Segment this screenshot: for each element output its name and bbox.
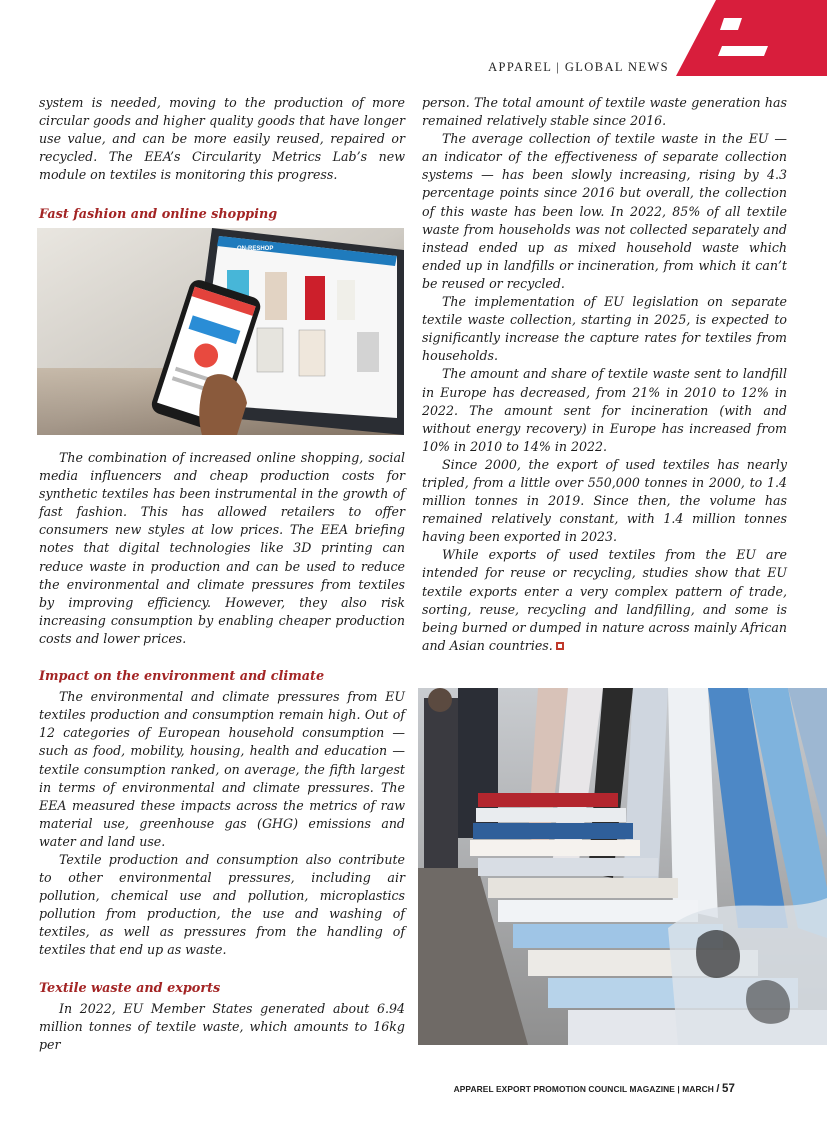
paragraph: The implementation of EU legislation on separate textile waste collection, starting in 2025, is expected to significantly increase the capture rates for textiles from households. <box>422 294 787 364</box>
heading-textile-waste: Textile waste and exports <box>39 980 221 996</box>
paragraph: person. The total amount of textile waste generation has remained relatively stable since 2016. <box>422 95 787 129</box>
left-column-bottom <box>39 449 405 1054</box>
paragraph: Since 2000, the export of used textiles has nearly tripled, from a little over 550,000 tonnes in 2000, to 1.4 million tonnes in 2019. Since then, the volume has remained relatively constant, with 1.4 million tonnes having been exported in 2023. <box>422 456 787 545</box>
magazine-logo-a <box>676 0 827 76</box>
footer-magazine-name: APPAREL EXPORT PROMOTION COUNCIL MAGAZINE | MARCH <box>453 1084 714 1094</box>
paragraph: The amount and share of textile waste sent to landfill in Europe has decreased, from 21% in 2010 to 12% in 2022. The amount sent for incineration (with and without energy recovery) in Europe has increased from 10% in 2010 to 14% in 2022. <box>422 366 787 454</box>
end-mark-icon <box>556 642 564 650</box>
paragraph: The environmental and climate pressures from EU textiles production and consumption remain high. Out of 12 categories of European household consumption — such as food, mobility, housing, health and education — textile consumption ranked, on average, the fifth largest in terms of environmental and climate pressures. The EEA measured these impacts across the metrics of raw material use, greenhouse gas (GHG) emissions and water and land use. <box>39 689 405 849</box>
paragraph-final <box>422 546 787 655</box>
fabric-market-photo <box>418 688 827 1045</box>
right-column <box>422 94 787 655</box>
paragraph: The average collection of textile waste in the EU — an indicator of the effectiveness of separate collection systems — has been slowly increasing, rising by 4.3 percentage points since 2016 but overall, the collection of this waste has been low. In 2022, 85% of all textile waste from households was not collected separately and instead ended up as mixed household waste which ended up in landfills or incineration, from which it can’t be reused or recycled. <box>422 131 787 291</box>
page-footer <box>454 1083 735 1095</box>
online-shopping-photo <box>37 228 404 435</box>
paragraph-text: While exports of used textiles from the EU are intended for reuse or recycling, studies show that EU textile exports enter a very complex pattern of trade, sorting, reuse, recycling and landfilling, and some is being burned or dumped in nature across mainly African and Asian countries. <box>422 547 787 653</box>
page-number: 57 <box>722 1083 735 1095</box>
paragraph: Textile production and consumption also contribute to other environmental pressures, including air pollution, chemical use and pollution, microplastics pollution from production, the use and washing of textiles, as well as pressures from the handling of textiles that end up as waste. <box>39 851 405 958</box>
screen-header-text: ON-RESHOP <box>237 246 274 252</box>
heading-fast-fashion: Fast fashion and online shopping <box>39 207 278 223</box>
paragraph: The combination of increased online shopping, social media influencers and cheap production costs for synthetic textiles has been instrumental in the growth of fast fashion. This has allowed retailers to offer consumers new styles at low prices. The EEA briefing notes that digital technologies like 3D printing can reduce waste in production and can be used to reduce the environmental and climate pressures from textiles by improving efficiency. However, they also risk increasing consumption by enabling cheaper production costs and lower prices. <box>39 450 405 646</box>
section-label: APPAREL | GLOBAL NEWS <box>488 60 669 74</box>
left-column-top <box>39 94 405 227</box>
paragraph: system is needed, moving to the production of more circular goods and higher quality goods that have longer use value, and can be more easily reused, repaired or recycled. The EEA’s Circularity Metrics Lab’s new module on textiles is monitoring this progress. <box>39 95 405 183</box>
heading-impact: Impact on the environment and climate <box>39 669 325 685</box>
footer-separator: / <box>716 1083 720 1095</box>
paragraph: In 2022, EU Member States generated about 6.94 million tonnes of textile waste, which amounts to 16kg per <box>39 1000 405 1052</box>
